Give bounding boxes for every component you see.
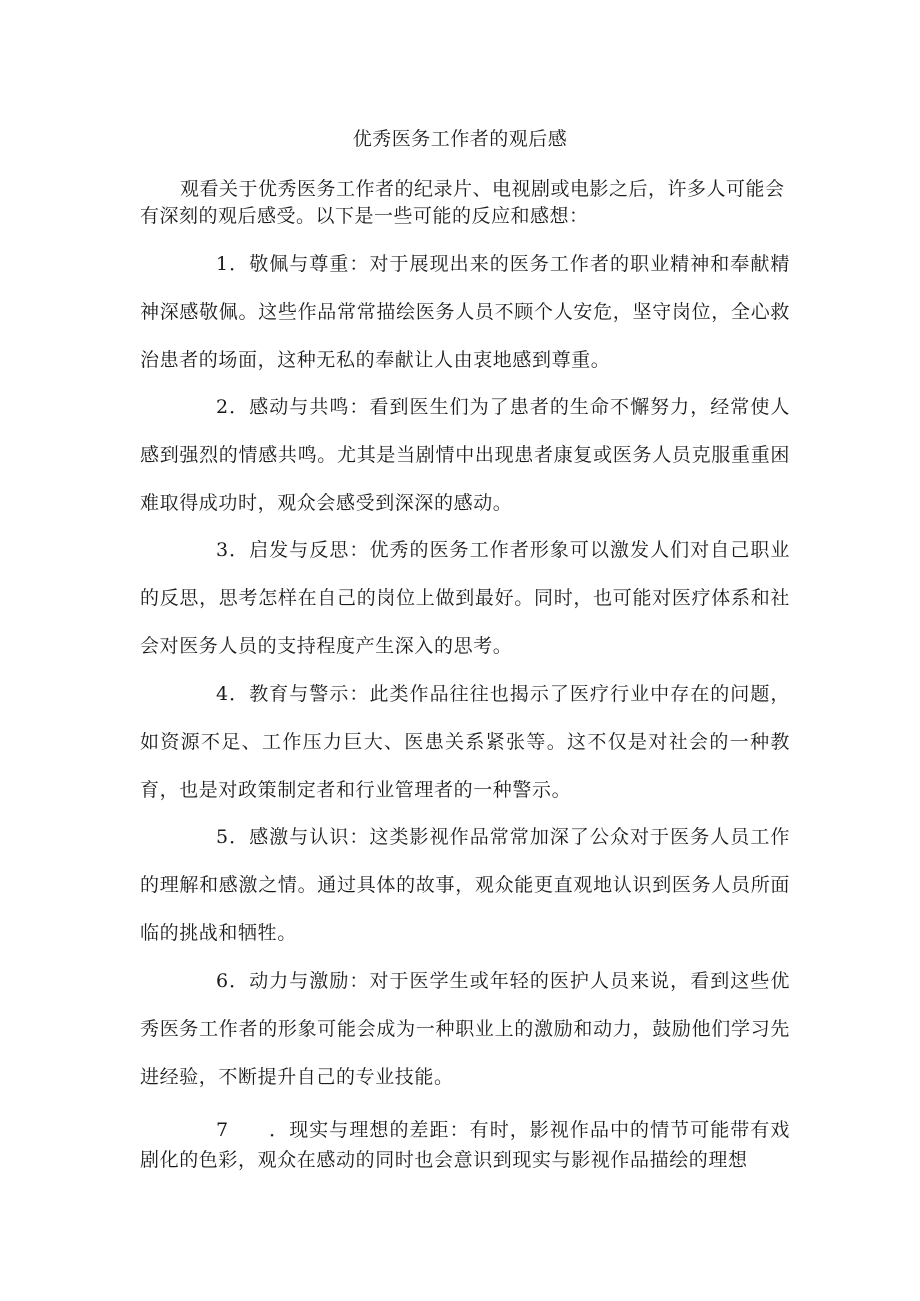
item-text: ．启发与反思：优秀的医务工作者形象可以激发人们对自己职业的反思，思考怎样在自己的岗位上做到最好。同时，也可能对医疗体系和社会对医务人员的支持程度产生深入的思考。 [140,539,790,657]
list-item-7 [140,1115,790,1175]
item-number: 5 [216,826,229,848]
item-text: ．动力与激励：对于医学生或年轻的医护人员来说，看到这些优秀医务工作者的形象可能会成为一种职业上的激励和动力，鼓励他们学习先进经验，不断提升自己的专业技能。 [140,970,790,1088]
item-number: 7 [216,1119,229,1141]
item-text: ．感激与认识：这类影视作品常常加深了公众对于医务人员工作的理解和感激之情。通过具体的故事，观众能更直观地认识到医务人员所面临的挑战和牺牲。 [140,826,790,944]
document-title: 优秀医务工作者的观后感 [352,128,568,150]
item-number: 4 [216,683,229,705]
item-number: 1 [216,253,229,275]
item-text: ．现实与理想的差距：有时，影视作品中的情节可能带有戏剧化的色彩，观众在感动的同时也会意识到现实与影视作品描绘的理想 [140,1119,790,1171]
item-text: ．感动与共鸣：看到医生们为了患者的生命不懈努力，经常使人感到强烈的情感共鸣。尤其是当剧情中出现患者康复或医务人员克服重重困难取得成功时，观众会感受到深深的感动。 [140,396,790,514]
intro-paragraph: 观看关于优秀医务工作者的纪录片、电视剧或电影之后，许多人可能会有深刻的观后感受。以下是一些可能的反应和感想： [140,178,785,227]
list-item-4 [140,670,790,814]
item-text: ．教育与警示：此类作品往往也揭示了医疗行业中存在的问题，如资源不足、工作压力巨大、医患关系紧张等。这不仅是对社会的一种教育，也是对政策制定者和行业管理者的一种警示。 [140,683,790,801]
list-item-3 [140,526,790,670]
list-item-2 [140,383,790,527]
item-number: 2 [216,396,229,418]
list-item-6 [140,957,790,1101]
item-text: ．敬佩与尊重：对于展现出来的医务工作者的职业精神和奉献精神深感敬佩。这些作品常常描绘医务人员不顾个人安危，坚守岗位，全心救治患者的场面，这种无私的奉献让人由衷地感到尊重。 [140,253,790,371]
list-item-5 [140,813,790,957]
list-item-1 [140,240,790,384]
item-number: 3 [216,539,229,561]
item-number: 6 [216,970,229,992]
